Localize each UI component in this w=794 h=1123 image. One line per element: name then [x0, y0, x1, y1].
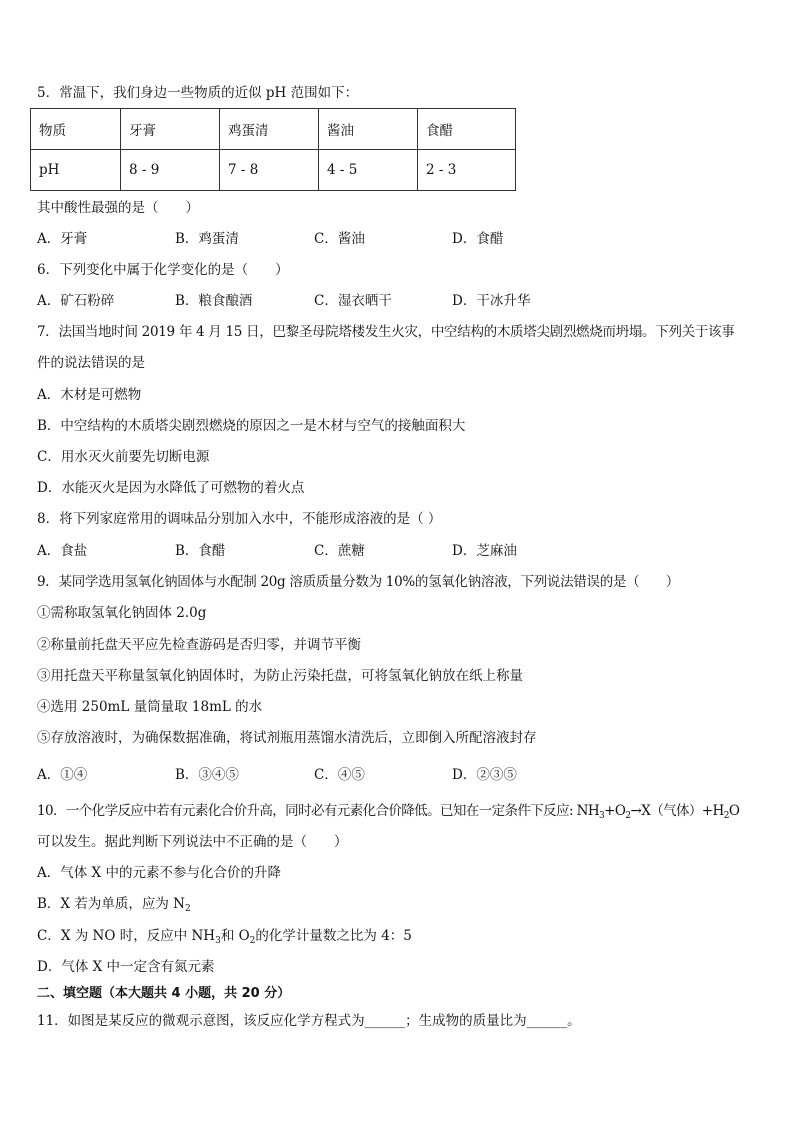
table-cell: 酱油: [319, 109, 418, 150]
q8-stem: 8．将下列家庭常用的调味品分别加入水中，不能形成溶液的是（ ）: [37, 511, 442, 527]
q9-statement-1: ①需称取氢氧化钠固体 2.0g: [37, 605, 207, 621]
q10-text: O: [728, 803, 740, 819]
table-row: [31, 150, 516, 191]
q10-text: →X（气体）+H: [630, 803, 724, 819]
q7-stem-line2: 件的说法错误的是: [37, 355, 145, 371]
q7-option-d: D．水能灭火是因为水降低了可燃物的着火点: [37, 480, 305, 496]
q9-stem: 9．某同学选用氢氧化钠固体与水配制 20g 溶质质量分数为 10%的氢氧化钠溶液，下列说法错误的是（ ）: [37, 574, 679, 590]
q10-option-a: A．气体 X 中的元素不参与化合价的升降: [37, 865, 281, 881]
q7-stem-line1: 7．法国当地时间 2019 年 4 月 15 日，巴黎圣母院塔楼发生火灾，中空结构的木质塔尖剧烈燃烧而坍塌。下列关于该事: [37, 324, 735, 340]
q10-text: 的化学计量数之比为 4：5: [255, 928, 412, 944]
table-cell: 牙膏: [121, 109, 220, 150]
q7-option-b: B．中空结构的木质塔尖剧烈燃烧的原因之一是木材与空气的接触面积大: [37, 418, 466, 434]
q6-stem: 6．下列变化中属于化学变化的是（ ）: [37, 262, 289, 278]
q10-text: 10．一个化学反应中若有元素化合价升高，同时必有元素化合价降低。已知在一定条件下反应: NH: [37, 803, 600, 819]
q10-stem-line1: [37, 802, 739, 820]
table-cell: 2 - 3: [418, 150, 516, 191]
q9-statement-2: ②称量前托盘天平应先检查游码是否归零，并调节平衡: [37, 637, 361, 653]
q9-statement-4: ④选用 250mL 量筒量取 18mL 的水: [37, 699, 263, 715]
q9-option-a: A．①④: [37, 767, 88, 783]
table-row: [31, 109, 516, 150]
q9-option-c: C．④⑤: [314, 767, 365, 783]
table-cell: 鸡蛋清: [220, 109, 319, 150]
q9-statement-5: ⑤存放溶液时，为确保数据准确，将试剂瓶用蒸馏水清洗后，立即倒入所配溶液封存: [37, 730, 537, 746]
q7-option-a: A．木材是可燃物: [37, 387, 142, 403]
subscript: 3: [215, 936, 221, 946]
section-heading: 二、填空题（本大题共 4 小题，共 20 分）: [37, 986, 291, 1001]
q10-option-b: [37, 895, 191, 913]
q10-text: B．X 若为单质，应为 N: [37, 896, 185, 912]
q8-option-a: A．食盐: [37, 543, 88, 559]
subscript: 2: [249, 936, 256, 946]
ph-table: [30, 108, 516, 191]
subscript: 2: [184, 904, 191, 914]
q5-option-b: B．鸡蛋清: [175, 231, 239, 247]
table-cell: pH: [31, 150, 121, 191]
q9-statement-3: ③用托盘天平称量氢氧化钠固体时，为防止污染托盘，可将氢氧化钠放在纸上称量: [37, 668, 523, 684]
table-cell: 4 - 5: [319, 150, 418, 191]
q8-option-c: C．蔗糖: [314, 543, 365, 559]
q5-option-d: D．食醋: [452, 231, 504, 247]
q5-question: 其中酸性最强的是（ ）: [37, 200, 199, 216]
table-cell: 食醋: [418, 109, 516, 150]
q6-option-d: D．干冰升华: [452, 293, 531, 309]
q7-option-c: C．用水灭火前要先切断电源: [37, 449, 210, 465]
q6-option-a: A．矿石粉碎: [37, 293, 115, 309]
q5-option-a: A．牙膏: [37, 231, 88, 247]
q10-text: 和 O: [220, 928, 250, 944]
q6-option-b: B．粮食酿酒: [175, 293, 253, 309]
table-cell: 7 - 8: [220, 150, 319, 191]
q9-option-b: B．③④⑤: [175, 767, 239, 783]
q5-option-c: C．酱油: [314, 231, 365, 247]
subscript: 2: [723, 811, 729, 821]
q5-stem: 5．常温下，我们身边一些物质的近似 pH 范围如下：: [37, 85, 359, 101]
q8-option-d: D．芝麻油: [452, 543, 517, 559]
q6-option-c: C．湿衣晒干: [314, 293, 392, 309]
subscript: 2: [625, 811, 631, 821]
table-cell: 物质: [31, 109, 121, 150]
q10-text: C．X 为 NO 时，反应中 NH: [37, 928, 216, 944]
q9-option-d: D．②③⑤: [452, 767, 517, 783]
subscript: 3: [599, 811, 605, 821]
q10-text: +O: [604, 803, 626, 819]
table-cell: 8 - 9: [121, 150, 220, 191]
q10-option-d: D．气体 X 中一定含有氮元素: [37, 959, 215, 975]
q8-option-b: B．食醋: [175, 543, 226, 559]
q11-stem: 11．如图是某反应的微观示意图，该反应化学方程式为______；生成物的质量比为______。: [37, 1013, 581, 1029]
q10-stem-line2: 可以发生。据此判断下列说法中不正确的是（ ）: [37, 834, 348, 850]
q10-option-c: [37, 927, 412, 945]
